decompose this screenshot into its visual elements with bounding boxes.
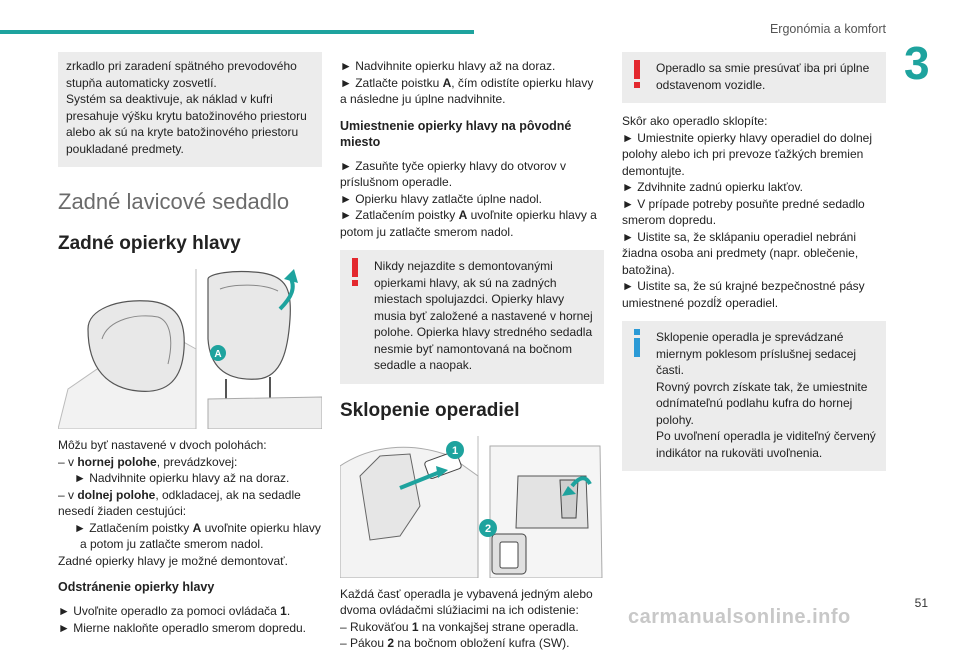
step-item: ► V prípade potreby posuňte predné sedadlo smerom dopredu. — [622, 196, 865, 227]
reinstall-step: ► Zatlačením poistky A uvoľnite opierku hlavy a potom ju zatlačte smerom nadol. — [340, 208, 597, 239]
callout-badge-1: 1 — [451, 444, 459, 457]
removal-step: ► Zatlačte poistku A, čím odistíte opierku hlavy — [340, 75, 594, 90]
warning-box — [622, 52, 886, 103]
column-3 — [622, 52, 886, 481]
lower-position: – v dolnej polohe, odkladacej, ak na sedadle — [58, 487, 301, 502]
step-item: ► Umiestnite opierky hlavy operadiel do dolnej polohy alebo ich pri prevoze ťažkých bremien demontujte. — [622, 130, 873, 178]
control-item: – Pákou 2 na bočnom obložení kufra (SW). — [340, 636, 570, 650]
reinstall-step: ► Zasuňte tyče opierky hlavy do otvorov v príslušnom operadle. — [340, 158, 566, 189]
subsection-title: Zadné opierky hlavy — [58, 233, 241, 254]
note-line: alebo ak sú na kryte batožinového priestoru — [66, 125, 299, 139]
removal-title: Odstránenie opierky hlavy — [58, 580, 215, 594]
controls-intro: Každá časť operadla je vybavená jedným alebo dvoma ovládačmi slúžiacimi na ich odistenie: — [340, 586, 593, 617]
note-line: Systém sa deaktivuje, ak náklad v kufri — [66, 92, 273, 106]
removable-note: Zadné opierky hlavy je možné demontovať. — [58, 553, 288, 568]
callout-badge-2: 2 — [484, 522, 492, 535]
warning-icon — [350, 258, 360, 286]
subsection-title: Sklopenie operadiel — [340, 399, 520, 421]
step-item: ► Zdvihnite zadnú opierku lakťov. — [622, 180, 803, 194]
page-number: 51 — [914, 596, 928, 610]
upper-step: ► Nadvihnite opierku hlavy až na doraz. — [74, 471, 290, 485]
chapter-number: 3 — [904, 37, 930, 89]
step-item: ► Uistite sa, že sú krajné bezpečnostné pásy umiestnené pozdĺž operadiel. — [622, 279, 865, 310]
info-text: Sklopenie operadla je sprevádzané miernym poklesom príslušnej sedacej časti. Rovný povrch získate tak, že umiestnite odnímateľnú podlahu kufra do hornej polohy. Po uvoľnení operadla je viditeľný červený indikátor na rukoväti uvoľnenia. — [656, 330, 876, 460]
info-icon — [632, 329, 642, 357]
column-1 — [58, 52, 322, 636]
removal-step-cont: a následne ju úplne nadvihnite. — [340, 92, 506, 106]
warning-icon — [632, 60, 642, 88]
watermark: carmanualsonline.info — [628, 606, 851, 628]
column-2 — [340, 52, 604, 652]
upper-position: – v hornej polohe, prevádzkovej: — [58, 454, 238, 469]
step-item: ► Uistite sa, že sklápaniu operadiel nebráni žiadna osoba ani predmety (napr. oblečenie, batožina). — [622, 229, 859, 277]
info-box — [622, 321, 886, 471]
note-line: zrkadlo pri zaradení spätného prevodového — [66, 59, 297, 73]
seatback-illustration — [340, 436, 604, 578]
removal-step: ► Uvoľnite operadlo za pomoci ovládača 1. — [58, 604, 291, 618]
warning-text: Nikdy nejazdite s demontovanými opierkami hlavy, ak sú na zadných miestach spolujazdci. Opierky hlavy musia byť založené a nastavené v hornej polohe. Opierka hlavy stredného sedadla nesmie byť namontovaná na bočnom sedadle a naopak. — [374, 259, 593, 372]
positions-intro: Môžu byť nastavené v dvoch polohách: — [58, 438, 267, 452]
note-line: presahuje výšku krytu batožinového priestoru — [66, 108, 307, 123]
callout-label-a: A — [214, 349, 222, 360]
reinstall-title: Umiestnenie opierky hlavy na pôvodné miesto — [340, 118, 572, 149]
section-title: Zadné lavicové sedadlo — [58, 189, 290, 214]
note-box — [58, 52, 322, 167]
steps-intro: Skôr ako operadlo sklopíte: — [622, 114, 768, 128]
control-item: – Rukoväťou 1 na vonkajšej strane operadla. — [340, 619, 579, 634]
warning-box — [340, 250, 604, 384]
removal-step: ► Nadvihnite opierku hlavy až na doraz. — [340, 59, 556, 73]
chapter-title: Ergonómia a komfort — [769, 22, 886, 36]
lower-position-cont: nesedí žiaden cestujúci: — [58, 504, 187, 518]
lower-step-cont: a potom ju zatlačte smerom nadol. — [80, 537, 264, 551]
headrest-illustration — [58, 269, 322, 429]
reinstall-step: ► Opierku hlavy zatlačte úplne nadol. — [340, 191, 542, 206]
note-line: poukladané predmety. — [66, 141, 184, 156]
removal-step: ► Mierne nakloňte operadlo smerom dopredu. — [58, 620, 307, 635]
lower-step: ► Zatlačením poistky A uvoľnite opierku hlavy — [74, 520, 321, 535]
header-accent-bar — [0, 30, 474, 34]
warning-text: Operadlo sa smie presúvať iba pri úplne odstavenom vozidle. — [656, 61, 870, 92]
note-line: stupňa automaticky zosvetlí. — [66, 75, 217, 90]
